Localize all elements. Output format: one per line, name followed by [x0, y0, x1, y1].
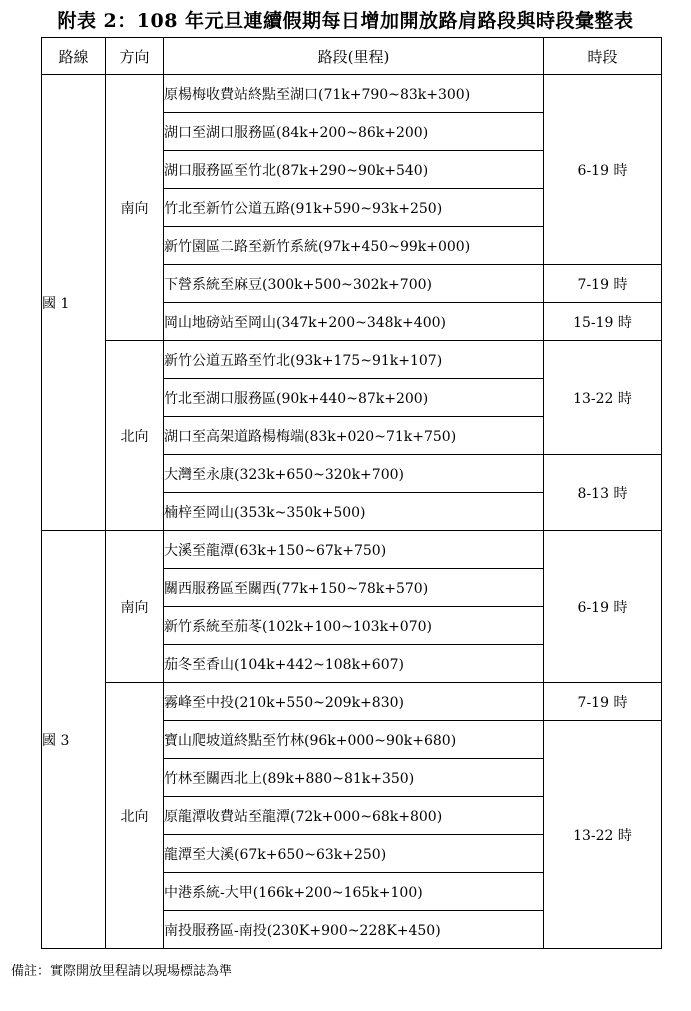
segment-cell: 湖口至高架道路楊梅端(83k+020~71k+750)	[164, 417, 544, 455]
direction-cell: 南向	[106, 531, 164, 683]
shoulder-schedule-table	[41, 37, 662, 949]
segment-cell: 湖口服務區至竹北(87k+290~90k+540)	[164, 151, 544, 189]
segment-cell: 岡山地磅站至岡山(347k+200~348k+400)	[164, 303, 544, 341]
route-cell: 國 3	[42, 531, 106, 949]
segment-cell: 新竹園區二路至新竹系統(97k+450~99k+000)	[164, 227, 544, 265]
table-row	[42, 531, 662, 569]
segment-cell: 南投服務區-南投(230K+900~228K+450)	[164, 911, 544, 949]
direction-cell: 北向	[106, 341, 164, 531]
time-cell: 13-22 時	[544, 341, 662, 455]
header-direction: 方向	[106, 38, 164, 75]
table-row	[42, 341, 662, 379]
time-cell: 7-19 時	[544, 683, 662, 721]
segment-cell: 新竹系統至茄苳(102k+100~103k+070)	[164, 607, 544, 645]
segment-cell: 關西服務區至關西(77k+150~78k+570)	[164, 569, 544, 607]
time-cell: 6-19 時	[544, 75, 662, 265]
segment-cell: 寶山爬坡道終點至竹林(96k+000~90k+680)	[164, 721, 544, 759]
time-cell: 8-13 時	[544, 455, 662, 531]
table-header-row	[42, 38, 662, 75]
segment-cell: 大灣至永康(323k+650~320k+700)	[164, 455, 544, 493]
header-route: 路線	[42, 38, 106, 75]
segment-cell: 新竹公道五路至竹北(93k+175~91k+107)	[164, 341, 544, 379]
segment-cell: 下營系統至麻豆(300k+500~302k+700)	[164, 265, 544, 303]
segment-cell: 茄冬至香山(104k+442~108k+607)	[164, 645, 544, 683]
time-cell: 7-19 時	[544, 265, 662, 303]
header-segment: 路段(里程)	[164, 38, 544, 75]
page-title: 附表 2：108 年元旦連續假期每日增加開放路肩路段與時段彙整表	[57, 10, 634, 32]
direction-cell: 南向	[106, 75, 164, 341]
header-time: 時段	[544, 38, 662, 75]
table-row	[42, 75, 662, 113]
segment-cell: 原楊梅收費站終點至湖口(71k+790~83k+300)	[164, 75, 544, 113]
segment-cell: 竹北至新竹公道五路(91k+590~93k+250)	[164, 189, 544, 227]
segment-cell: 楠梓至岡山(353k~350k+500)	[164, 493, 544, 531]
time-cell: 15-19 時	[544, 303, 662, 341]
time-cell: 6-19 時	[544, 531, 662, 683]
segment-cell: 大溪至龍潭(63k+150~67k+750)	[164, 531, 544, 569]
table-body	[42, 75, 662, 949]
table-row	[42, 683, 662, 721]
segment-cell: 龍潭至大溪(67k+650~63k+250)	[164, 835, 544, 873]
segment-cell: 竹林至關西北上(89k+880~81k+350)	[164, 759, 544, 797]
direction-cell: 北向	[106, 683, 164, 949]
segment-cell: 原龍潭收費站至龍潭(72k+000~68k+800)	[164, 797, 544, 835]
footnote: 備註：實際開放里程請以現場標誌為準	[11, 964, 233, 979]
route-cell: 國 1	[42, 75, 106, 531]
segment-cell: 霧峰至中投(210k+550~209k+830)	[164, 683, 544, 721]
segment-cell: 中港系統-大甲(166k+200~165k+100)	[164, 873, 544, 911]
time-cell: 13-22 時	[544, 721, 662, 949]
segment-cell: 湖口至湖口服務區(84k+200~86k+200)	[164, 113, 544, 151]
segment-cell: 竹北至湖口服務區(90k+440~87k+200)	[164, 379, 544, 417]
